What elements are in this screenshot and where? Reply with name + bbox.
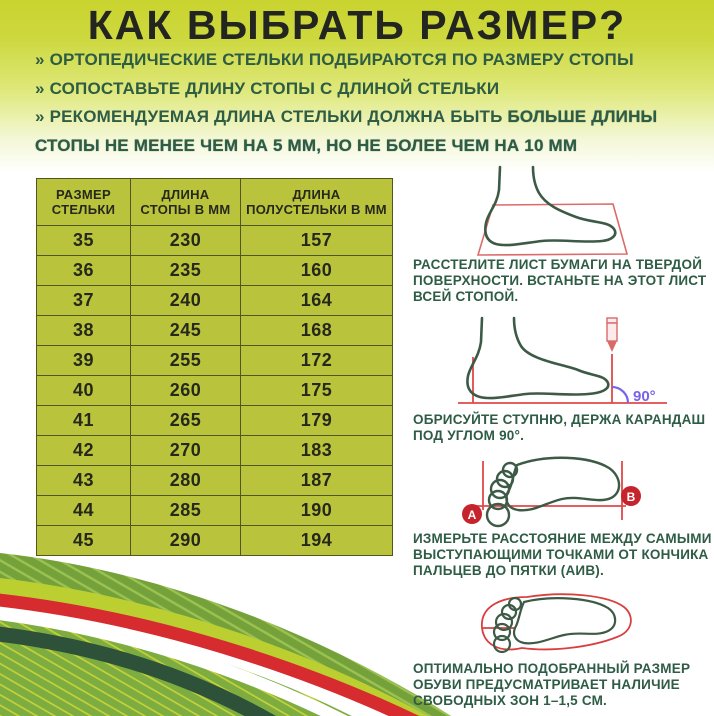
step-caption: РАССТЕЛИТЕ ЛИСТ БУМАГИ НА ТВЕРДОЙ ПОВЕРХНОСТИ. ВСТАНЬТЕ НА ЭТОТ ЛИСТ ВСЕЙ СТОПОЙ. [413,257,707,304]
table-row [37,406,393,436]
table-cell: 160 [241,256,393,286]
table-cell: 168 [241,316,393,346]
table-cell: 260 [131,376,241,406]
insole-outline [482,594,631,649]
table-cell: 172 [241,346,393,376]
table-cell: 38 [37,316,131,346]
table-cell: 285 [131,496,241,526]
table-cell: 190 [241,496,393,526]
table-header-row [37,179,393,226]
bullet-item: » СОПОСТАВЬТЕ ДЛИНУ СТОПЫ С ДЛИНОЙ СТЕЛЬКИ [35,78,500,98]
footprint-in-insole-illustration [412,590,702,660]
step-caption: ОПТИМАЛЬНО ПОДОБРАННЫЙ РАЗМЕР ОБУВИ ПРЕДУСМАТРИВАЕТ НАЛИЧИЕ СВОБОДНЫХ ЗОН 1–1,5 СМ. [413,661,691,708]
table-header-cell: РАЗМЕР СТЕЛЬКИ [37,179,131,226]
table-cell: 41 [37,406,131,436]
table-cell: 35 [37,226,131,256]
step-caption: ИЗМЕРЬТЕ РАССТОЯНИЕ МЕЖДУ САМЫМИ ВЫСТУПАЮЩИМИ ТОЧКАМИ ОТ КОНЧИКА ПАЛЬЦЕВ ДО ПЯТКИ (АИВ). [413,531,712,578]
footprint-outline [487,458,619,526]
table-cell: 290 [131,526,241,556]
table-cell: 270 [131,436,241,466]
intro-bullet-list [35,46,683,160]
table-row [37,316,393,346]
table-row [37,346,393,376]
bullet-item: » ОРТОПЕДИЧЕСКИЕ СТЕЛЬКИ ПОДБИРАЮТСЯ ПО РАЗМЕРУ СТОПЫ [35,50,634,69]
insole-size-table [36,178,393,556]
angle-label: 90° [633,388,656,405]
table-row [37,226,393,256]
bullet-item: » РЕКОМЕНДУЕМАЯ ДЛИНА СТЕЛЬКИ ДОЛЖНА БЫТЬ БОЛЬШЕ ДЛИНЫ СТОПЫ НЕ МЕНЕЕ ЧЕМ НА 5 ММ, НО НЕ БОЛЕЕ ЧЕМ НА 10 ММ [35,107,658,155]
pencil-icon [607,318,617,352]
table-cell: 235 [131,256,241,286]
table-cell: 36 [37,256,131,286]
table-row [37,436,393,466]
table-cell: 187 [241,466,393,496]
table-cell: 157 [241,226,393,256]
foot-tracing-illustration [412,312,702,410]
table-cell: 164 [241,286,393,316]
step-caption: ОБРИСУЙТЕ СТУПНЮ, ДЕРЖА КАРАНДАШ ПОД УГЛОМ 90°. [413,412,706,443]
table-cell: 230 [131,226,241,256]
paper-sheet-shape [478,204,627,255]
table-row [37,526,393,556]
table-cell: 179 [241,406,393,436]
table-cell: 40 [37,376,131,406]
table-header-cell: ДЛИНА ПОЛУСТЕЛЬКИ В ММ [241,179,393,226]
table-cell: 42 [37,436,131,466]
table-cell: 240 [131,286,241,316]
table-row [37,496,393,526]
table-cell: 265 [131,406,241,436]
table-cell: 280 [131,466,241,496]
instruction-steps [412,165,714,716]
table-cell: 255 [131,346,241,376]
table-cell: 39 [37,346,131,376]
table-cell: 245 [131,316,241,346]
table-row [37,286,393,316]
point-a-badge [462,504,482,524]
table-cell: 183 [241,436,393,466]
footprint-measure-illustration [412,448,702,530]
foot-outline [467,318,608,398]
table-row [37,466,393,496]
table-cell: 37 [37,286,131,316]
angle-arc [612,387,628,403]
table-cell: 194 [241,526,393,556]
svg-text:А: А [467,508,477,522]
table-row [37,376,393,406]
page-title: КАК ВЫБРАТЬ РАЗМЕР? [87,2,627,48]
foot-on-paper-illustration [412,165,702,259]
table-header-cell: ДЛИНА СТОПЫ В ММ [131,179,241,226]
foot-outline [485,167,615,245]
table-row [37,256,393,286]
point-b-badge [621,486,641,506]
table-cell: 44 [37,496,131,526]
table-cell: 175 [241,376,393,406]
table-cell: 43 [37,466,131,496]
table-cell: 45 [37,526,131,556]
svg-text:В: В [626,490,636,504]
